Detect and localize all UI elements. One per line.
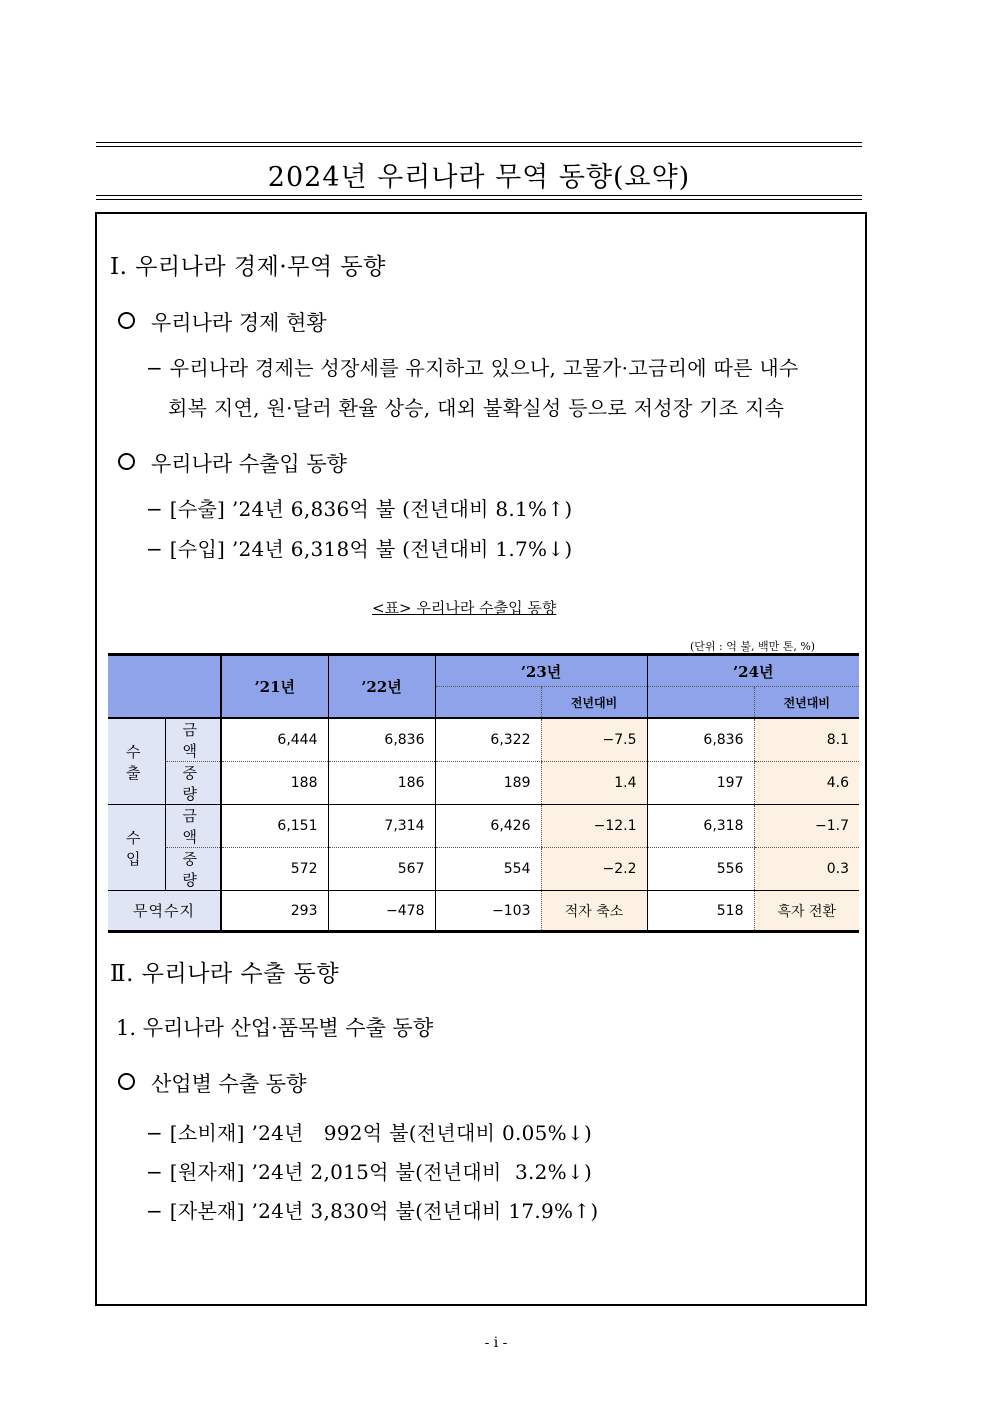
header-y24-pad bbox=[647, 687, 754, 719]
cell: 293 bbox=[221, 891, 328, 932]
cell: 554 bbox=[435, 848, 541, 891]
cell: 6,322 bbox=[435, 718, 541, 762]
cell: 적자 축소 bbox=[541, 891, 647, 932]
header-y23: ’23년 bbox=[435, 655, 647, 687]
cell: 7,314 bbox=[328, 805, 435, 848]
trade-heading bbox=[118, 448, 347, 478]
header-y23-pad bbox=[435, 687, 541, 719]
cell: 197 bbox=[647, 762, 754, 805]
section2-subheading: 1. 우리나라 산업·품목별 수출 동향 bbox=[116, 1016, 434, 1040]
cell: 188 bbox=[221, 762, 328, 805]
circle-bullet-icon bbox=[118, 453, 135, 470]
export-label: 수 출 bbox=[108, 718, 165, 805]
balance-label: 무역수지 bbox=[108, 891, 221, 932]
header-corner bbox=[108, 655, 221, 719]
cell: 8.1 bbox=[754, 718, 859, 762]
cell: −12.1 bbox=[541, 805, 647, 848]
title-banner bbox=[96, 142, 862, 200]
table-row bbox=[108, 891, 859, 932]
export-line: − [수출] ’24년 6,836억 불 (전년대비 8.1%↑) bbox=[146, 497, 573, 521]
amount-label: 금 액 bbox=[165, 805, 221, 848]
page-number: - i - bbox=[484, 1335, 508, 1351]
cell: 4.6 bbox=[754, 762, 859, 805]
amount-label: 금 액 bbox=[165, 718, 221, 762]
cell: 1.4 bbox=[541, 762, 647, 805]
industry-heading-text: 산업별 수출 동향 bbox=[151, 1072, 307, 1096]
economy-line-2: 회복 지연, 원·달러 환율 상승, 대외 불확실성 등으로 저성장 기조 지속 bbox=[168, 396, 785, 420]
industry-heading bbox=[118, 1068, 306, 1098]
cell: 흑자 전환 bbox=[754, 891, 859, 932]
economy-heading-text: 우리나라 경제 현황 bbox=[151, 311, 327, 335]
trade-heading-text: 우리나라 수출입 동향 bbox=[151, 452, 347, 476]
trade-table bbox=[108, 653, 859, 933]
cell: 6,836 bbox=[328, 718, 435, 762]
table-row bbox=[108, 718, 859, 762]
cell: −2.2 bbox=[541, 848, 647, 891]
cell: 6,836 bbox=[647, 718, 754, 762]
section1-heading: Ⅰ. 우리나라 경제·무역 동향 bbox=[110, 254, 386, 280]
import-line: − [수입] ’24년 6,318억 불 (전년대비 1.7%↓) bbox=[146, 537, 573, 561]
circle-bullet-icon bbox=[118, 1073, 135, 1090]
table-caption: <표> 우리나라 수출입 동향 bbox=[372, 599, 557, 617]
header-y22: ’22년 bbox=[328, 655, 435, 719]
circle-bullet-icon bbox=[118, 312, 135, 329]
cell: −7.5 bbox=[541, 718, 647, 762]
cell: −1.7 bbox=[754, 805, 859, 848]
cell: 186 bbox=[328, 762, 435, 805]
raw-materials-line: − [원자재] ’24년 2,015억 불(전년대비 3.2%↓) bbox=[146, 1160, 593, 1184]
cell: −478 bbox=[328, 891, 435, 932]
title-rule-top bbox=[96, 142, 862, 147]
table-row bbox=[108, 805, 859, 848]
header-y24: ’24년 bbox=[647, 655, 859, 687]
economy-line-1: − 우리나라 경제는 성장세를 유지하고 있으나, 고물가·고금리에 따른 내수 bbox=[146, 356, 799, 380]
header-y23-yoy: 전년대비 bbox=[541, 687, 647, 719]
section2-heading: Ⅱ. 우리나라 수출 동향 bbox=[110, 961, 340, 987]
header-y21: ’21년 bbox=[221, 655, 328, 719]
page-title: 2024년 우리나라 무역 동향(요약) bbox=[267, 162, 691, 193]
cell: −103 bbox=[435, 891, 541, 932]
cell: 556 bbox=[647, 848, 754, 891]
economy-heading bbox=[118, 307, 327, 337]
table-row bbox=[108, 848, 859, 891]
cell: 6,151 bbox=[221, 805, 328, 848]
cell: 0.3 bbox=[754, 848, 859, 891]
weight-label: 중 량 bbox=[165, 762, 221, 805]
consumer-goods-line: − [소비재] ’24년 992억 불(전년대비 0.05%↓) bbox=[146, 1121, 593, 1145]
cell: 572 bbox=[221, 848, 328, 891]
cell: 567 bbox=[328, 848, 435, 891]
table-row bbox=[108, 762, 859, 805]
header-y24-yoy: 전년대비 bbox=[754, 687, 859, 719]
weight-label: 중 량 bbox=[165, 848, 221, 891]
table-unit: (단위 : 억 불, 백만 톤, %) bbox=[690, 640, 816, 653]
cell: 6,444 bbox=[221, 718, 328, 762]
capital-goods-line: − [자본재] ’24년 3,830억 불(전년대비 17.9%↑) bbox=[146, 1199, 599, 1223]
cell: 518 bbox=[647, 891, 754, 932]
cell: 189 bbox=[435, 762, 541, 805]
cell: 6,318 bbox=[647, 805, 754, 848]
cell: 6,426 bbox=[435, 805, 541, 848]
title-rule-bottom bbox=[96, 195, 862, 200]
import-label: 수 입 bbox=[108, 805, 165, 891]
